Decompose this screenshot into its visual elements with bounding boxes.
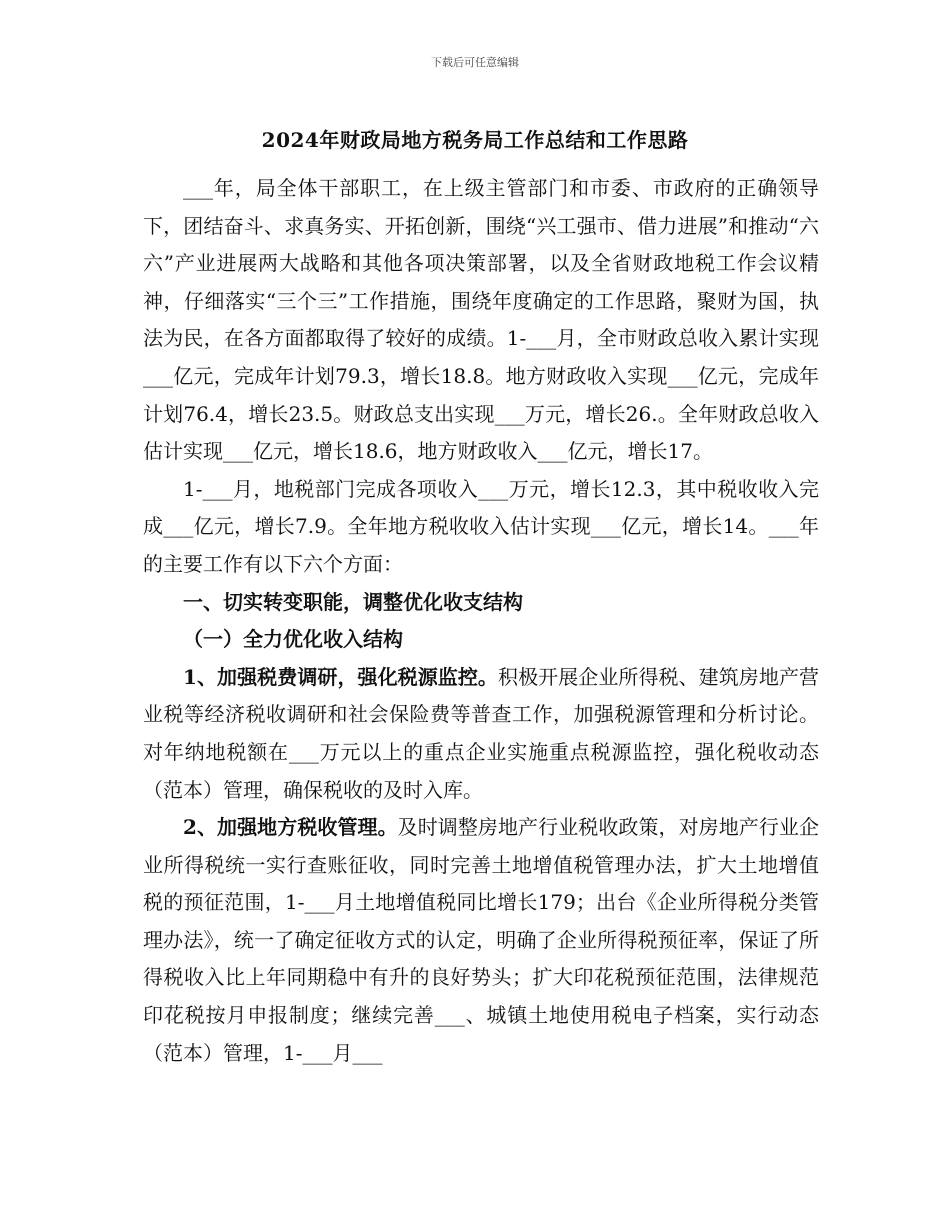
subsection-heading: （一）全力优化收入结构	[183, 627, 403, 652]
section-heading: 一、切实转变职能，调整优化收支结构	[183, 589, 523, 614]
item-lead: 2、加强地方税收管理。	[183, 815, 398, 840]
paragraph-intro: ___年，局全体干部职工，在上级主管部门和市委、市政府的正确领导下，团结奋斗、求真务实、开拓创新，围绕“兴工强市、借力进展”和推动“六六”产业进展两大战略和其他各项决策部署，以及全省财政地税工作会议精神，仔细落实“三个三”工作措施，围绕年度确定的工作思路，聚财为国，执法为民，在各方面都取得了较好的成绩。1-___月，全市财政总收入累计实现___亿元，完成年计划79.3，增长18.8。地方财政收入实现___亿元，完成年计划76.4，增长23.5。财政总支出实现___万元，增长26.。全年财政总收入估计实现___亿元，增长18.6，地方财政收入___亿元，增长17。	[143, 176, 819, 464]
item-lead: 1、加强税费调研，强化税源监控。	[183, 664, 498, 689]
list-item	[143, 659, 819, 809]
paragraph-tax-summary: 1-___月，地税部门完成各项收入___万元，增长12.3，其中税收收入完成___亿元，增长7.9。全年地方税收收入估计实现___亿元，增长14。___年的主要工作有以下六个方面：	[143, 476, 819, 576]
item-text: 积极开展企业所得税、建筑房地产营业税等经济税收调研和社会保险费等普查工作，加强税源管理和分析讨论。对年纳地税额在___万元以上的重点企业实施重点税源监控，强化税收动态（范本）管理，确保税收的及时入库。	[143, 664, 820, 802]
document-title: 2024年财政局地方税务局工作总结和工作思路	[261, 128, 689, 152]
item-text: 及时调整房地产行业税收政策，对房地产行业企业所得税统一实行查账征收，同时完善土地增值税管理办法，扩大土地增值税的预征范围，1-___月土地增值税同比增长179；出台《企业所得税分类管理办法》，统一了确定征收方式的认定，明确了企业所得税预征率，保证了所得税收入比上年同期稳中有升的良好势头；扩大印花税预征范围，法律规范印花税按月申报制度；继续完善___、城镇土地使用税电子档案，实行动态（范本）管理，1-___月___	[143, 815, 819, 1065]
document-body	[143, 170, 819, 1072]
list-item	[143, 809, 819, 1072]
header-note: 下载后可任意编辑	[431, 56, 519, 69]
